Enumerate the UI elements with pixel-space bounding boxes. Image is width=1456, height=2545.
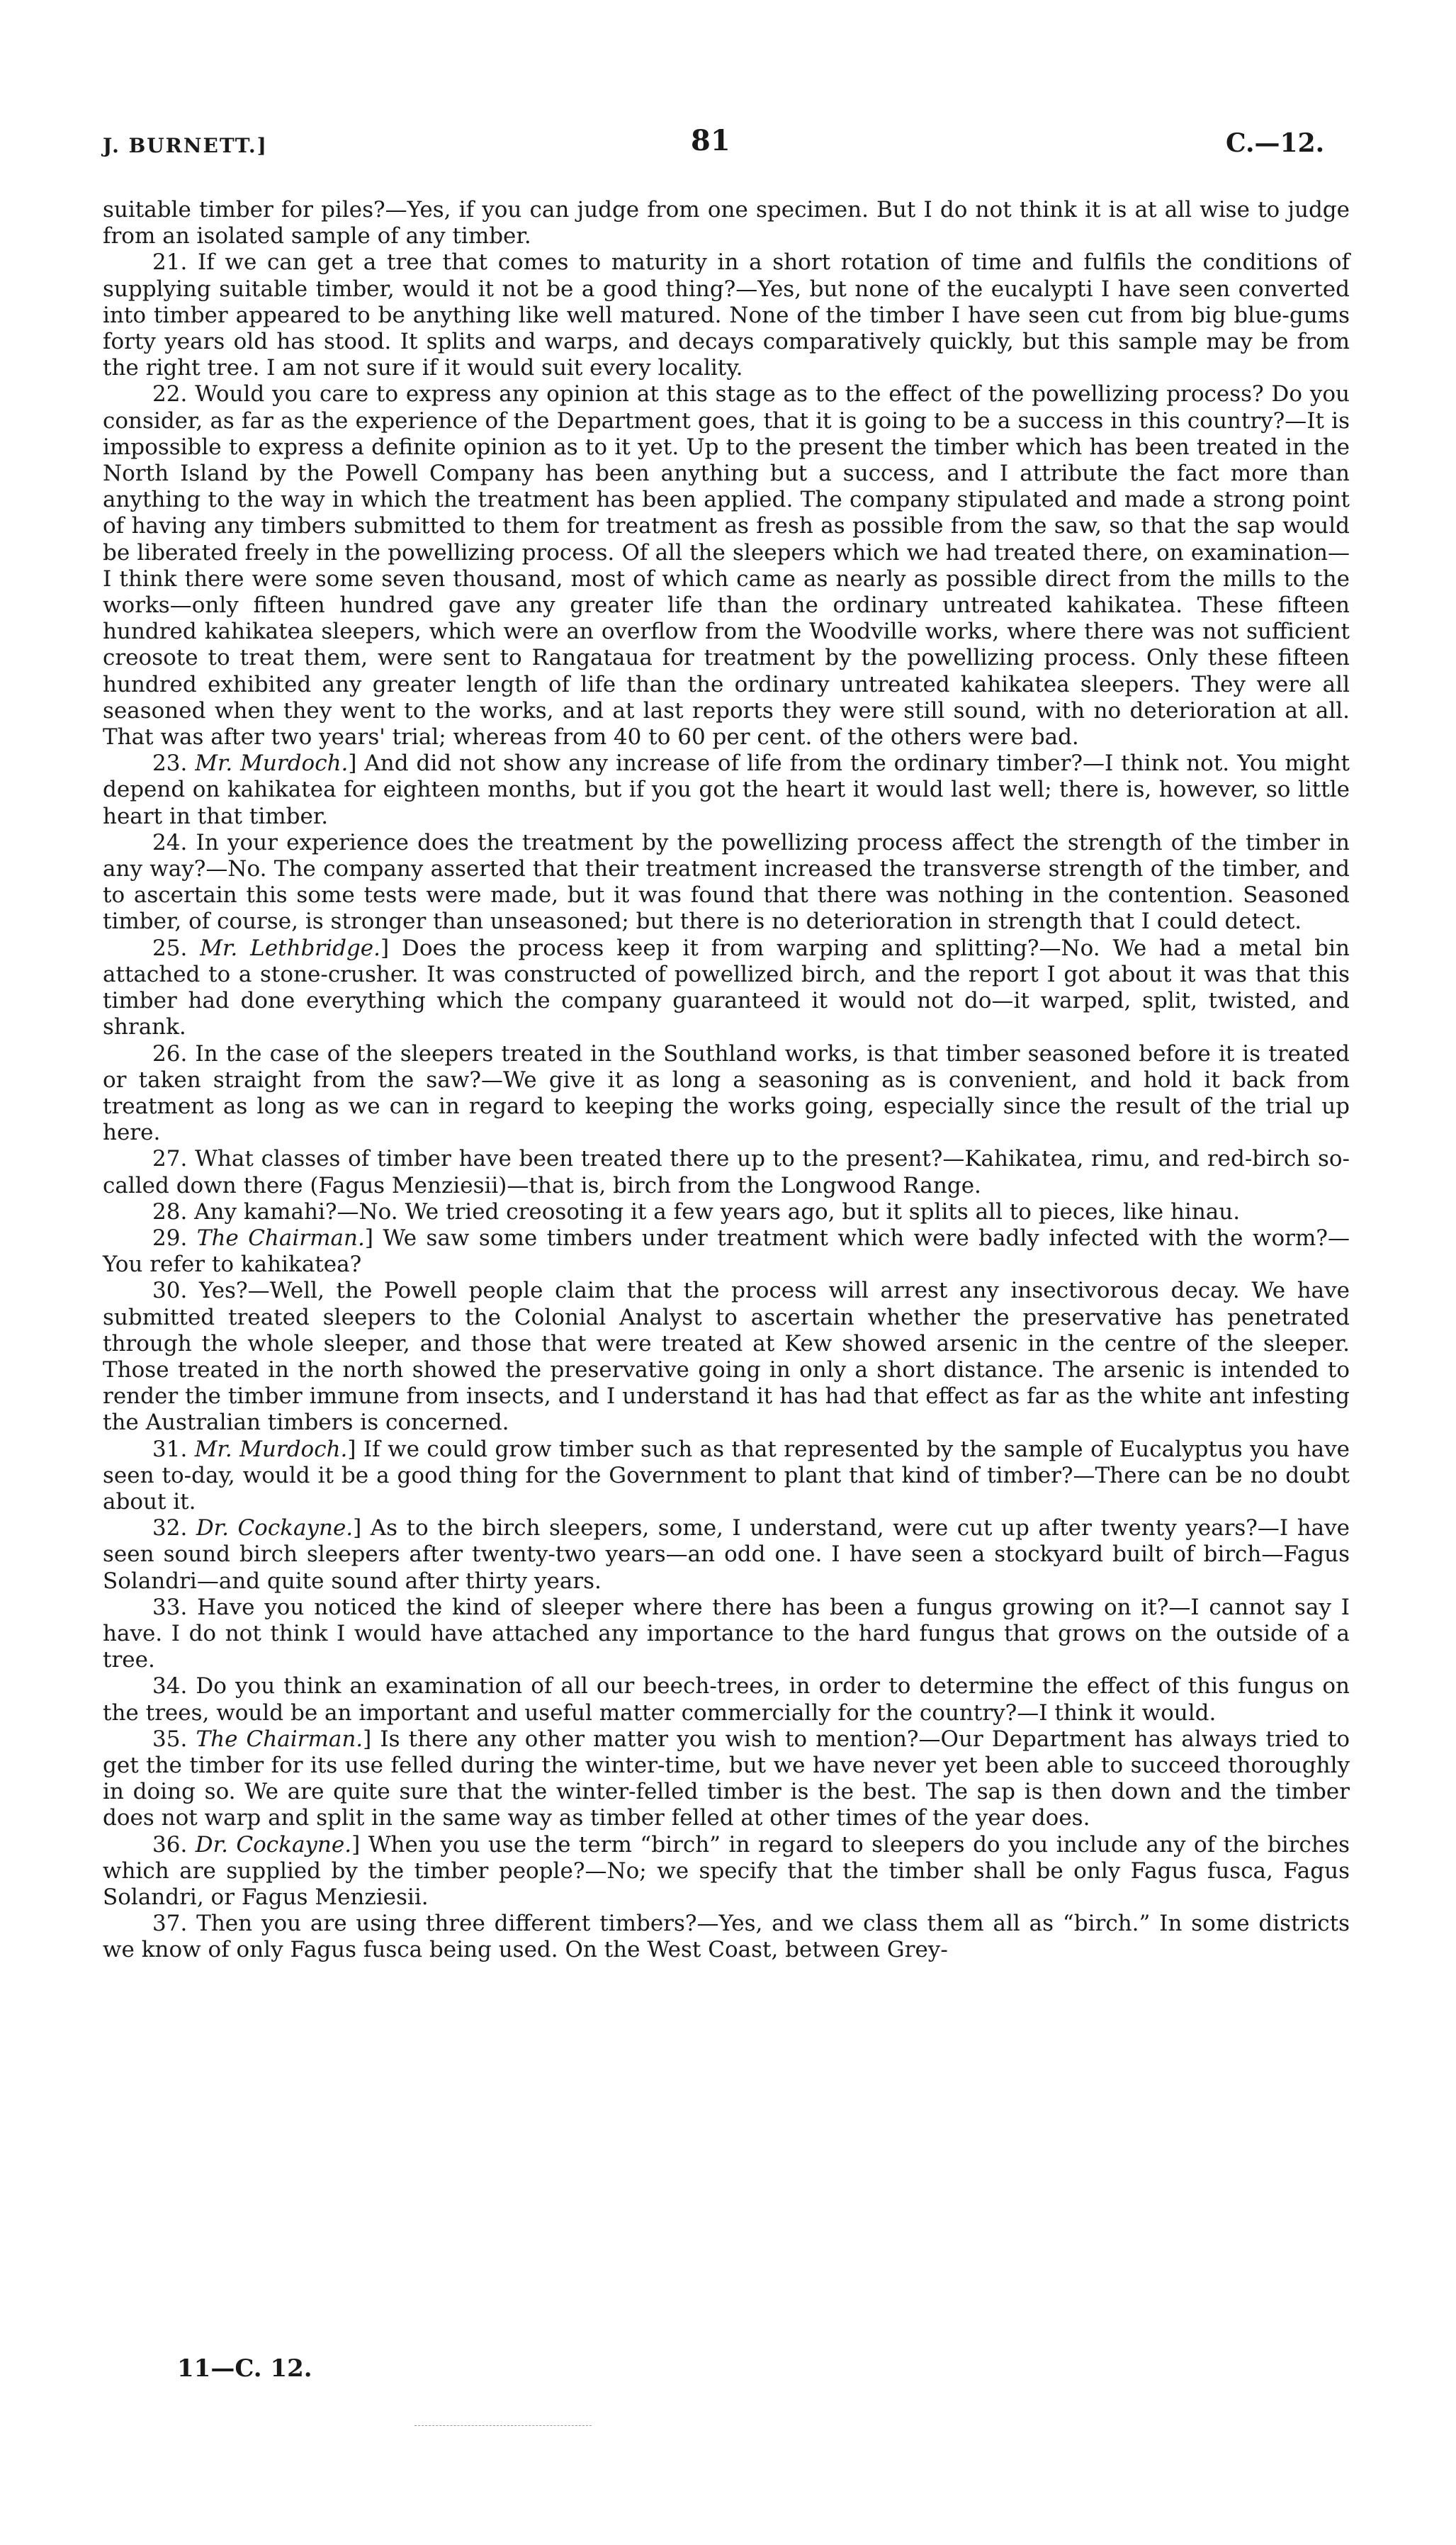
paper-reference: C.—12.: [1226, 128, 1325, 158]
question-21: 21. If we can get a tree that comes to maturity in a short rotation of time and fulfils the conditions of supplying suitable timber, would it not be a good thing?—Yes, but none of the eucalypti I have seen converted into timber appeared to be anything like well matured. None of the timber I have seen cut from big blue-gums forty years old has stood. It splits and warps, and decays comparatively quickly, but this sample may be from the right tree. I am not sure if it would suit every locality.: [103, 249, 1350, 381]
question-33: 33. Have you noticed the kind of sleeper where there has been a fungus growing on it?—I cannot say I have. I do not think I would have attached any importance to the hard fungus that grows on the outside of a tree.: [103, 1594, 1350, 1673]
question-23: 23. Mr. Murdoch.] And did not show any increase of life from the ordinary timber?—I think not. You might depend on kahikatea for eighteen months, but if you got the heart it would last well; there is, however, so little heart in that timber.: [103, 751, 1350, 829]
question-34: 34. Do you think an examination of all our beech-trees, in order to determine the effect of this fungus on the trees, would be an important and useful matter commercially for the country?—I think it would.: [103, 1673, 1350, 1726]
speaker-name: Mr. Murdoch.: [195, 751, 349, 777]
question-26: 26. In the case of the sleepers treated in the Southland works, is that timber seasoned before it is treated or taken straight from the saw?—We give it as long a seasoning as is convenient, and hold it back from treatment as long as we can in regard to keeping the works going, especially since the result of the trial up here.: [103, 1040, 1350, 1146]
witness-name-header: J. BURNETT.]: [103, 134, 268, 157]
question-28: 28. Any kamahi?—No. We tried creosoting it a few years ago, but it splits all to pieces, like hinau.: [152, 1198, 1241, 1225]
question-22: 22. Would you care to express any opinion at this stage as to the effect of the powellizing process? Do you consider, as far as the experience of the Department goes, that it is going to be a success in this country?—It is impossible to express a definite opinion as to it yet. Up to the present the timber which has been treated in the North Island by the Powell Company has been anything but a success, and I attribute the fact more than anything to the way in which the treatment has been applied. The company stipulated and made a strong point of having any timbers submitted to them for treatment as fresh as possible from the saw, so that the sap would be liberated freely in the powellizing process. Of all the sleepers which we had treated there, on examination—I think there were some seven thousand, most of which came as nearly as possible direct from the mills to the works—only fifteen hundred gave any greater life than the ordinary untreated kahikatea. These fifteen hundred kahikatea sleepers, which were an overflow from the Woodville works, where there was not sufficient creosote to treat them, were sent to Rangataua for treatment by the powellizing process. Only these fifteen hundred exhibited any greater length of life than the ordinary untreated kahikatea sleepers. They were all seasoned when they went to the works, and at last reports they were still sound, with no deterioration at all. That was after two years' trial; whereas from 40 to 60 per cent. of the others were bad.: [103, 381, 1350, 751]
paragraph-continued: suitable timber for piles?—Yes, if you can judge from one specimen. But I do not think it is at all wise to judge from an isolated sample of any timber.: [103, 197, 1350, 249]
speaker-name: Mr. Lethbridge.: [200, 935, 380, 961]
question-30: 30. Yes?—Well, the Powell people claim that the process will arrest any insectivorous decay. We have submitted treated sleepers to the Colonial Analyst to ascertain whether the preservative has penetrated through the whole sleeper, and those that were treated at Kew showed arsenic in the centre of the sleeper. Those treated in the north showed the preservative going in only a short distance. The arsenic is intended to render the timber immune from insects, and I understand it has had that effect as far as the white ant infesting the Australian timbers is concerned.: [103, 1278, 1350, 1436]
question-37: 37. Then you are using three different timbers?—Yes, and we class them all as “birch.” In some districts we know of only Fagus fusca being used. On the West Coast, between Grey-: [103, 1911, 1350, 1963]
question-24: 24. In your experience does the treatment by the powellizing process affect the strength of the timber in any way?—No. The company asserted that their treatment increased the transverse strength of the timber, and to ascertain this some tests were made, but it was found that there was nothing in the contention. Seasoned timber, of course, is stronger than unseasoned; but there is no deterioration in strength that I could detect.: [103, 829, 1350, 935]
speaker-name: Mr. Murdoch.: [194, 1436, 348, 1462]
question-31: 31. Mr. Murdoch.] If we could grow timber such as that represented by the sample of Eucalyptus you have seen to-day, would it be a good thing for the Government to plant that kind of timber?—There can be no doubt about it.: [103, 1436, 1350, 1515]
speaker-name: The Chairman.: [196, 1726, 363, 1752]
question-27: 27. What classes of timber have been treated there up to the present?—Kahikatea, rimu, and red-birch so-called down there (Fagus Menziesii)—that is, birch from the Longwood Range.: [103, 1146, 1350, 1198]
bottom-rule: [414, 2425, 592, 2426]
question-32: 32. Dr. Cockayne.] As to the birch sleepers, some, I understand, were cut up after twenty years?—I have seen sound birch sleepers after twenty-two years—an odd one. I have seen a stockyard built of birch—Fagus Solandri—and quite sound after thirty years.: [103, 1515, 1350, 1594]
speaker-name: Dr. Cockayne.: [196, 1515, 354, 1541]
page-header: [0, 124, 1456, 167]
page-number: 81: [691, 124, 730, 157]
question-29: 29. The Chairman.] We saw some timbers under treatment which were badly infected with the worm?—You refer to kahikatea?: [103, 1225, 1350, 1278]
signature-mark: 11—C. 12.: [177, 2354, 312, 2383]
question-35: 35. The Chairman.] Is there any other matter you wish to mention?—Our Department has always tried to get the timber for its use felled during the winter-time, but we have never yet been able to succeed thoroughly in doing so. We are quite sure that the winter-felled timber is the best. The sap is then down and the timber does not warp and split in the same way as timber felled at other times of the year does.: [103, 1726, 1350, 1831]
speaker-name: The Chairman.: [196, 1225, 365, 1251]
question-25: 25. Mr. Lethbridge.] Does the process keep it from warping and splitting?—No. We had a metal bin attached to a stone-crusher. It was constructed of powellized birch, and the report I got about it was that this timber had done everything which the company guaranteed it would not do—it warped, split, twisted, and shrank.: [103, 935, 1350, 1040]
speaker-name: Dr. Cockayne.: [195, 1831, 352, 1858]
testimony-body: [103, 197, 1350, 1964]
question-36: 36. Dr. Cockayne.] When you use the term “birch” in regard to sleepers do you include any of the birches which are supplied by the timber people?—No; we specify that the timber shall be only Fagus fusca, Fagus Solandri, or Fagus Menziesii.: [103, 1831, 1350, 1910]
